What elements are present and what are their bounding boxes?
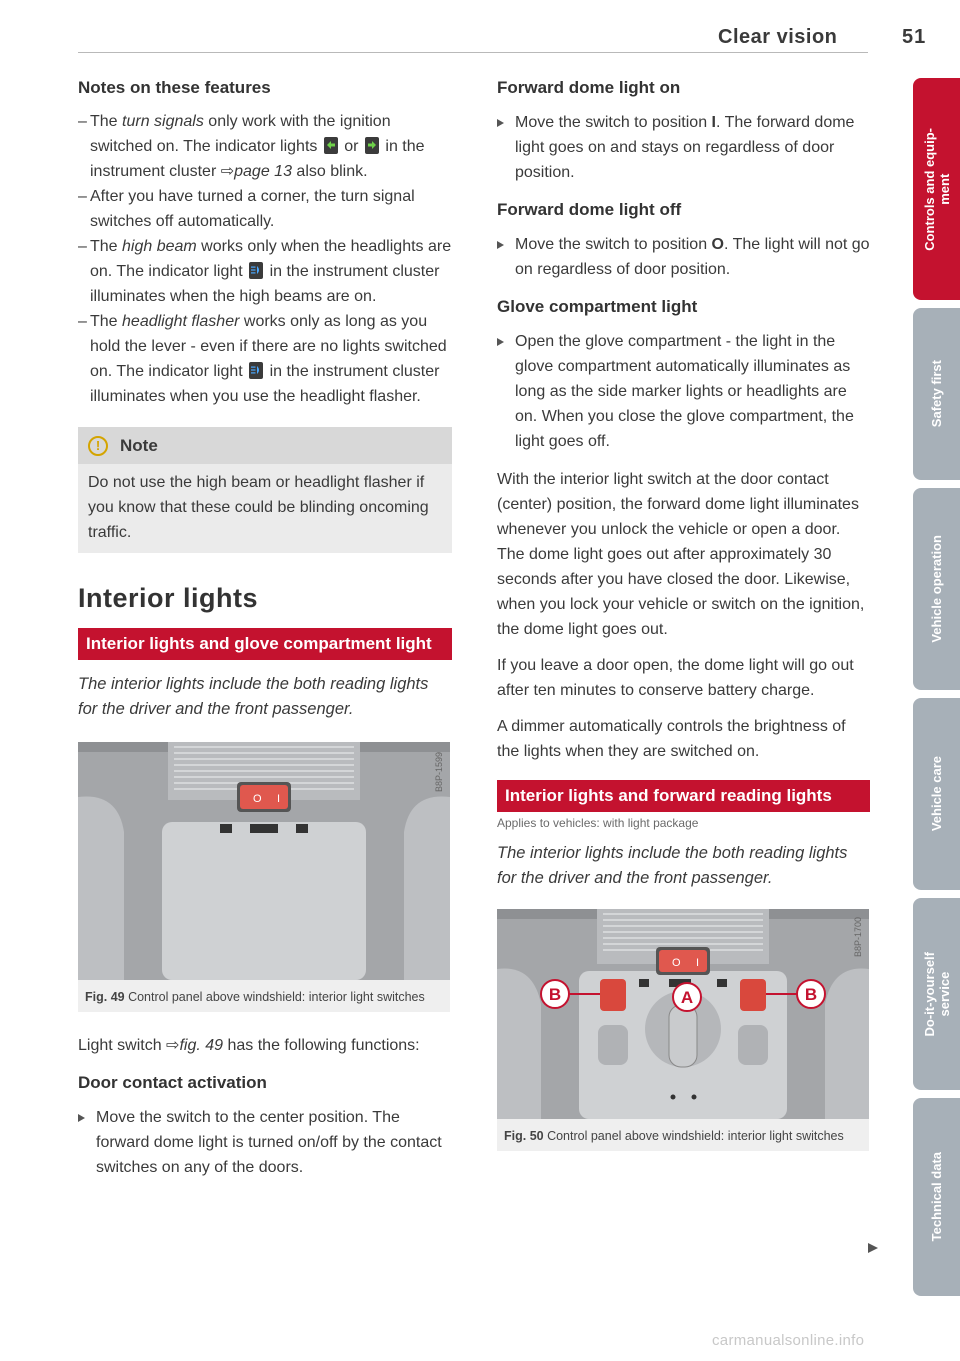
sidebar-tab-technical-data[interactable]: Technical data: [913, 1098, 960, 1296]
callout-a: A: [680, 988, 694, 1007]
control-panel-illustration: [497, 909, 869, 1119]
forward-dome-on-heading: Forward dome light on: [497, 78, 681, 97]
turn-right-indicator-icon: [365, 137, 379, 154]
notes-list: [78, 109, 452, 409]
figure-caption: Fig. 50 Control panel above windshield: interior light switches: [504, 1129, 844, 1143]
step-arrow-icon: [497, 338, 504, 346]
note-text: Do not use the high beam or headlight flasher if you know that these could be blinding oncoming traffic.: [88, 474, 429, 541]
door-contact-heading: Door contact activation: [78, 1073, 267, 1092]
list-item: – The headlight flasher works only as long as you hold the lever - even if there are no lights switched on. The indicator light in the instrument cluster illuminates when you use the headlight flasher.: [78, 309, 452, 409]
figure-illustration: [497, 909, 869, 1119]
instruction-step: Move the switch to position I. The forward dome light goes on and stays on regardless of door position.: [497, 110, 870, 185]
continued-arrow-icon: [868, 1243, 878, 1253]
sidebar-tab-controls[interactable]: Controls and equip- ment: [913, 78, 960, 300]
step-arrow-icon: [78, 1114, 85, 1122]
list-item: – After you have turned a corner, the turn signal switches off automatically.: [78, 184, 452, 234]
term: headlight flasher: [122, 313, 240, 330]
instruction-step: Move the switch to position O. The light will not go on regardless of door position.: [497, 232, 870, 282]
step-arrow-icon: [497, 241, 504, 249]
red-subsection-heading: Interior lights and forward reading lights: [497, 780, 870, 812]
intro-text: The interior lights include the both reading lights for the driver and the front passenger.: [497, 844, 848, 887]
control-panel-illustration: [78, 742, 450, 980]
figure-code: B8P-1599: [434, 752, 444, 793]
watermark: carmanualsonline.info: [712, 1332, 865, 1349]
instruction-step: Move the switch to the center position. The forward dome light is turned on/off by the contact switches on any of the doors.: [78, 1105, 452, 1180]
note-title: Note: [120, 435, 158, 455]
list-item: – The turn signals only work with the ignition switched on. The indicator lights or in the instrument cluster ⇨page 13 also blink.: [78, 109, 452, 184]
notes-heading: Notes on these features: [78, 78, 271, 97]
header-rule: [78, 52, 868, 53]
high-beam-indicator-icon: [249, 362, 263, 379]
svg-text:O: O: [672, 957, 681, 969]
sidebar-tab-safety[interactable]: Safety first: [913, 308, 960, 480]
turn-left-indicator-icon: [324, 137, 338, 154]
callout-b-right: B: [804, 985, 818, 1004]
figure-49: [78, 742, 450, 1012]
callout-b-left: B: [548, 985, 562, 1004]
figure-label: Fig. 50: [504, 1129, 544, 1143]
figure-50: [497, 909, 869, 1151]
term: turn signals: [122, 113, 204, 130]
paragraph: If you leave a door open, the dome light will go out after ten minutes to conserve battery charge.: [497, 657, 854, 699]
paragraph: A dimmer automatically controls the brightness of the lights when they are switched on.: [497, 718, 846, 760]
running-header-title: Clear vision: [718, 26, 838, 48]
page-number: 51: [902, 26, 927, 48]
right-column: [497, 70, 870, 1151]
svg-text:I: I: [696, 957, 700, 969]
info-icon: !: [88, 436, 108, 456]
svg-text:I: I: [277, 793, 281, 805]
applies-to-text: Applies to vehicles: with light package: [497, 816, 699, 830]
note-header: [78, 427, 452, 464]
high-beam-indicator-icon: [249, 262, 263, 279]
red-subsection-heading: Interior lights and glove compartment light: [78, 628, 452, 660]
instruction-step: Open the glove compartment - the light in the glove compartment automatically illuminates as long as the side marker lights or headlights are on. When you close the glove compartment, the light goes off.: [497, 329, 870, 454]
figure-label: Fig. 49: [85, 990, 125, 1004]
left-column: [78, 70, 452, 1180]
list-item: – The high beam works only when the headlights are on. The indicator light in the instrument cluster illuminates when the high beams are on.: [78, 234, 452, 309]
arrow-icon: ⇨: [166, 1037, 180, 1054]
intro-text: The interior lights include the both reading lights for the driver and the front passenger.: [78, 675, 429, 718]
glove-compartment-heading: Glove compartment light: [497, 297, 698, 316]
svg-text:O: O: [253, 793, 262, 805]
paragraph: With the interior light switch at the door contact (center) position, the forward dome light illuminates whenever you unlock the vehicle or open a door. The dome light goes out after approximately 30 seconds after you have closed the door. Likewise, when you lock your vehicle or switch on the ignition, the dome light goes out.: [497, 471, 865, 638]
figure-code: B8P-1700: [853, 917, 863, 958]
sidebar-tab-vehicle-operation[interactable]: Vehicle operation: [913, 488, 960, 690]
note-box: [78, 427, 452, 553]
sidebar-tab-do-it-yourself[interactable]: Do-it-yourself service: [913, 898, 960, 1090]
page-reference-link[interactable]: page 13: [234, 163, 292, 180]
figure-caption: Fig. 49 Control panel above windshield: interior light switches: [85, 990, 425, 1004]
sidebar-tab-vehicle-care[interactable]: Vehicle care: [913, 698, 960, 890]
forward-dome-off-heading: Forward dome light off: [497, 200, 682, 219]
step-arrow-icon: [497, 119, 504, 127]
term: high beam: [122, 238, 197, 255]
section-title: Interior lights: [78, 583, 259, 613]
light-switch-text: Light switch ⇨fig. 49 has the following functions:: [78, 1037, 420, 1054]
figure-illustration: [78, 742, 450, 980]
figure-reference-link[interactable]: fig. 49: [179, 1037, 224, 1054]
arrow-icon: ⇨: [220, 163, 235, 180]
